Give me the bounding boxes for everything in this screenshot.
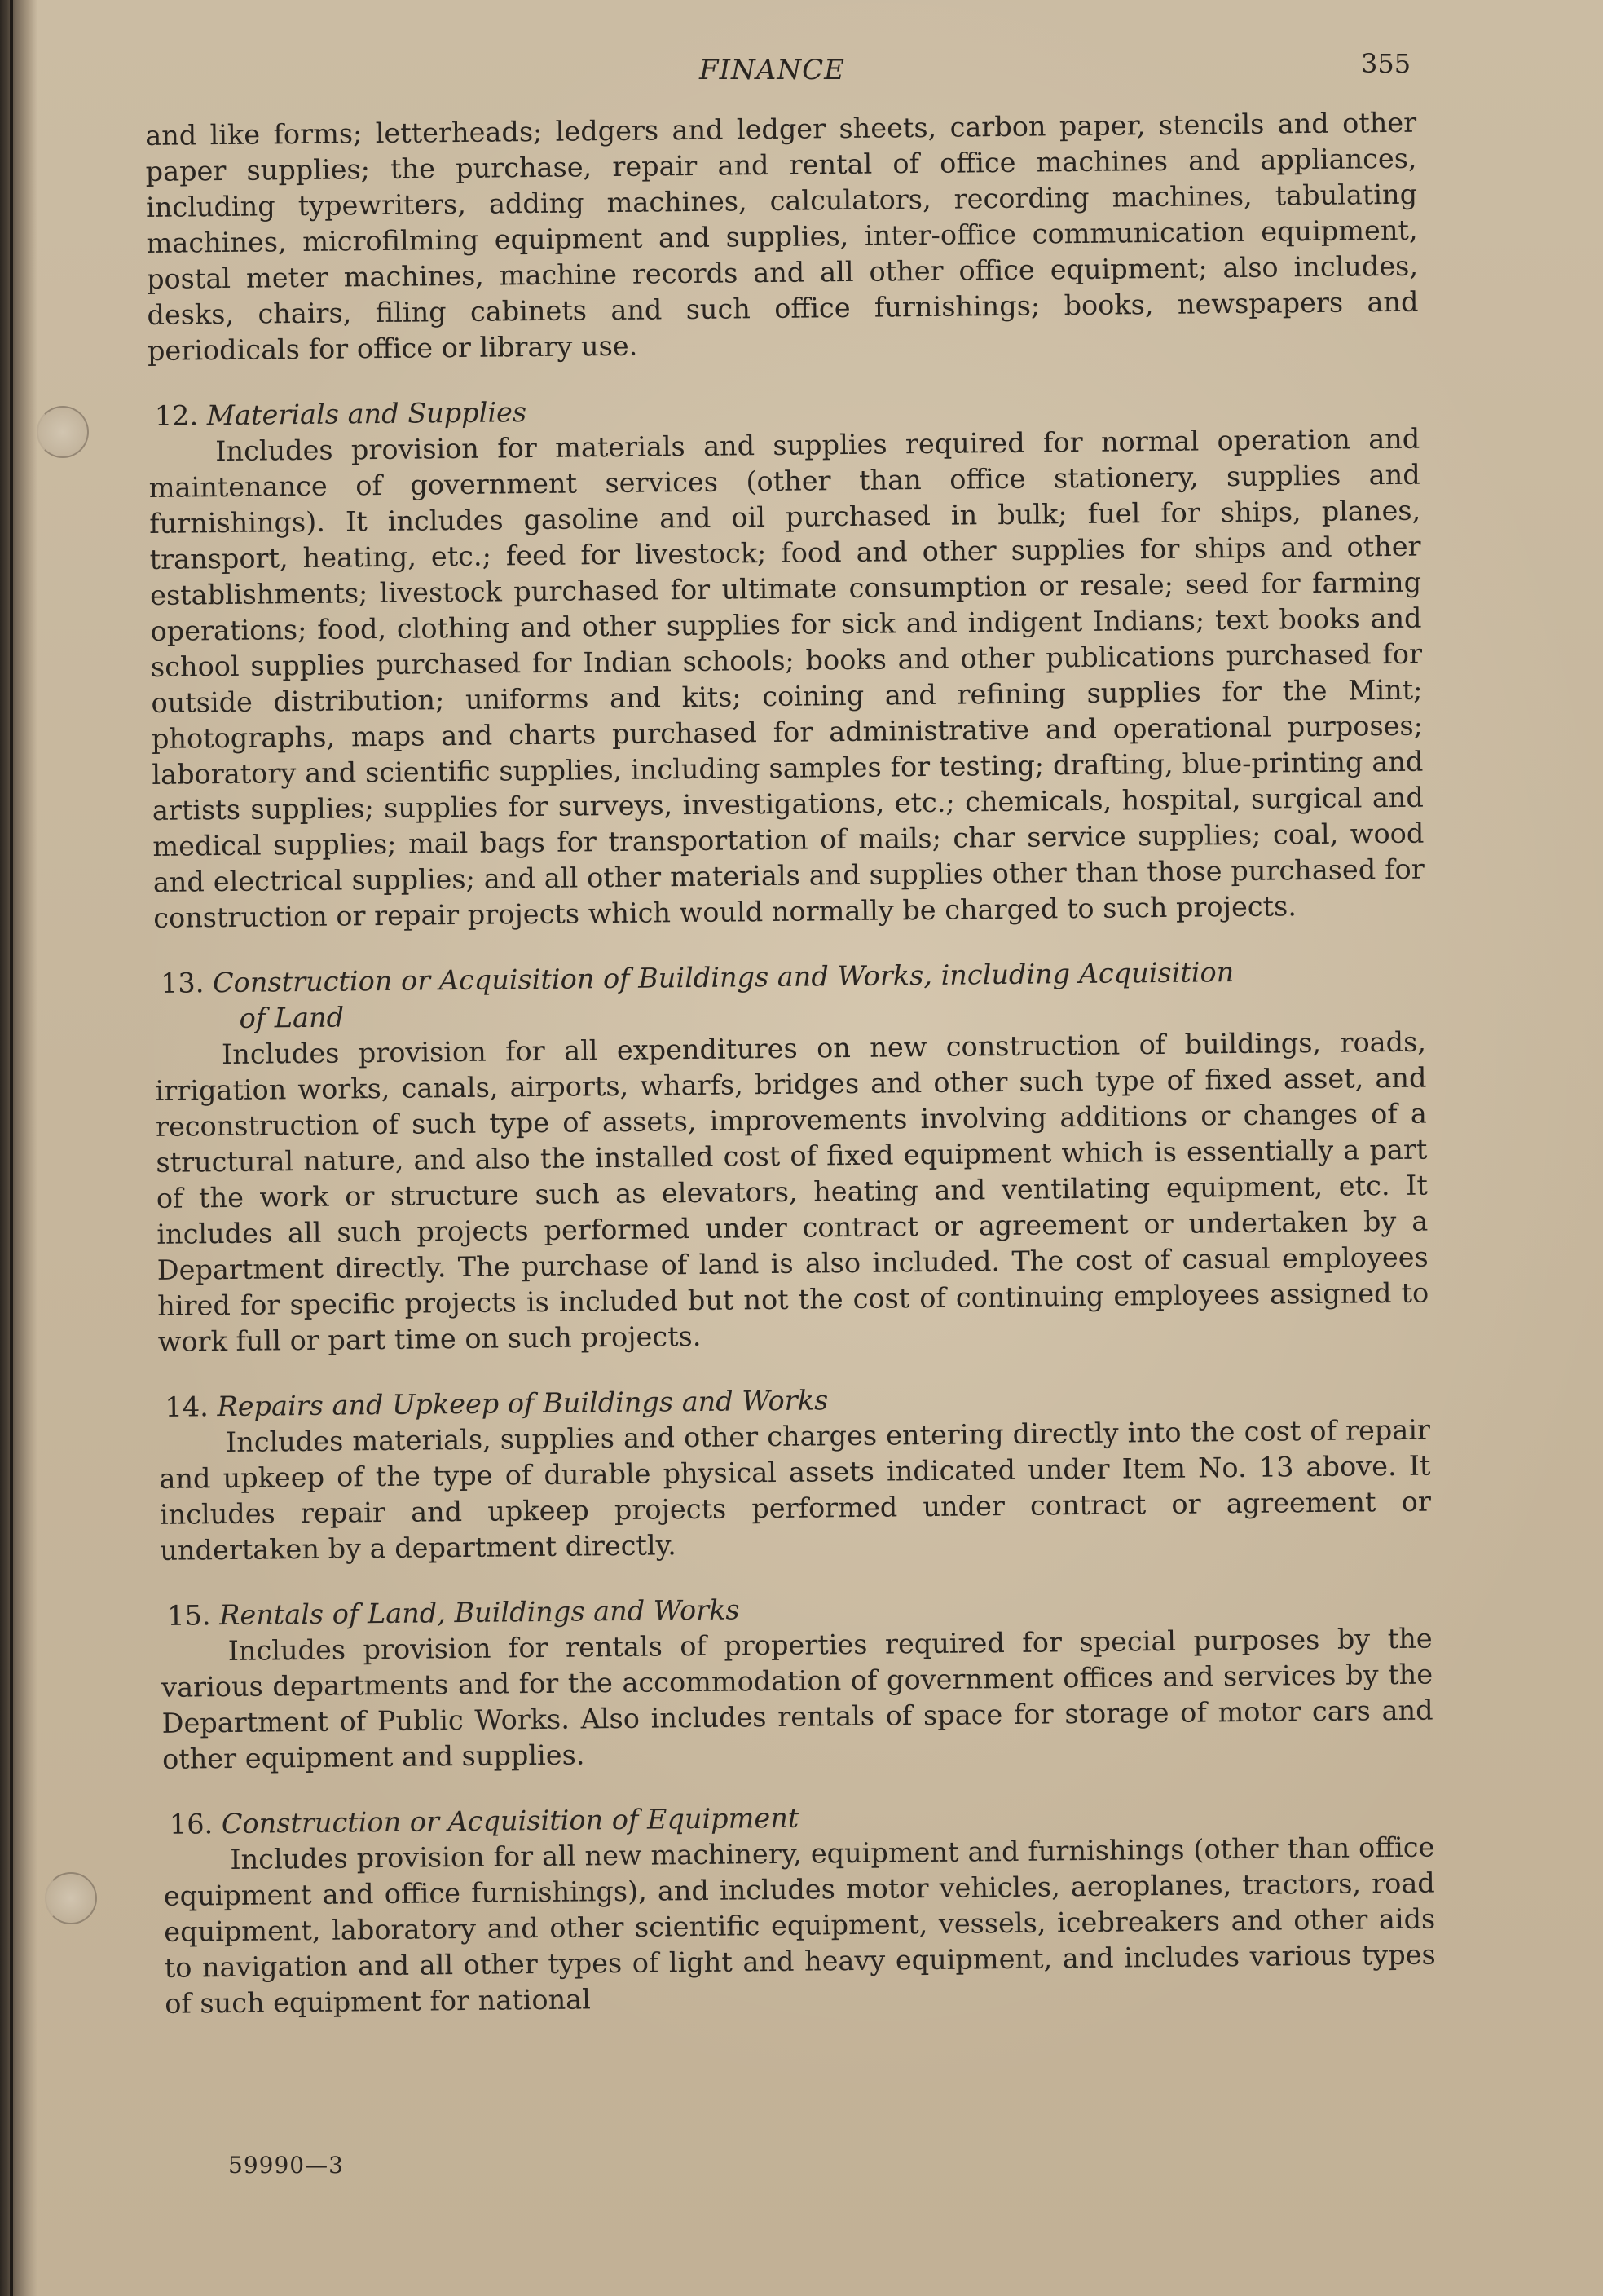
section-12 — [148, 386, 1425, 936]
page-number: 355 — [1361, 48, 1411, 79]
section-title: Rentals of Land, Buildings and Works — [218, 1593, 740, 1632]
binding-edge — [10, 0, 13, 2296]
punch-hole — [45, 1872, 97, 1924]
section-title: Materials and Supplies — [206, 396, 527, 432]
section-title-continuation: of Land — [239, 1001, 345, 1034]
page-body — [145, 105, 1436, 2022]
running-head: FINANCE — [699, 54, 845, 86]
section-body: Includes provision for materials and supplies required for normal operation and maintenance of government services (other than office stationery, supplies and furnishings). It includes gasoline and oil purchased in bulk; fuel for ships, planes, transport, heating, etc.; feed for livestock; food and other supplies for ships and other establishments; livestock purchased for ultimate consumption or resale; seed for farming operations; food, clothing and other supplies for sick and indigent Indians; text books and school supplies purchased for Indian schools; books and other publications purchased for outside distribution; uniforms and kits; coining and refining supplies for the Mint; photographs, maps and charts purchased for administrative and operational purposes; laboratory and scientific supplies, including samples for testing; drafting, blue-printing and artists supplies; supplies for surveys, investigations, etc.; chemicals, hospital, surgical and medical supplies; mail bags for transportation of mails; char service supplies; coal, wood and electrical supplies; and all other materials and supplies other than those purchased for construction or repair projects which would normally be charged to such projects. — [148, 422, 1425, 934]
section-body: Includes provision for all new machinery, equipment and furnishings (other than office equipment and office furnishings), and includes motor vehicles, aeroplanes, tractors, road equipment, laboratory and other scientific equipment, vessels, icebreakers and other aids to navigation and all other types of light and heavy equipment, and includes various types of such equipment for national — [163, 1831, 1436, 2020]
page-binding-shadow — [0, 0, 37, 2296]
signature-code: 59990—3 — [228, 2152, 344, 2179]
intro-paragraph: and like forms; letterheads; ledgers and ledger sheets, carbon paper, stencils and other paper supplies; the purchase, repair and rental of office machines and appliances, including typewriters, adding machines, calculators, recording machines, tabulating machines, microfilming equipment and supplies, inter-office communication equipment, postal meter machines, machine records and all other office equipment; also includes, desks, chairs, filing cabinets and such office furnishings; books, newspapers and periodicals for office or library use. — [145, 106, 1419, 367]
section-number: 15. — [167, 1599, 211, 1632]
section-13 — [154, 953, 1429, 1360]
section-15 — [161, 1585, 1433, 1778]
section-body: Includes materials, supplies and other charges entering directly into the cost of repair and upkeep of the type of durable physical assets indicated under Item No. 13 above. It includes repair and upkeep projects performed under contract or agreement or undertaken by a department directly. — [159, 1413, 1432, 1567]
section-number: 16. — [169, 1808, 214, 1840]
section-body: Includes provision for all expenditures on new construction of buildings, roads, irrigation works, canals, airports, wharfs, bridges and other such type of fixed asset, and reconstruction of such type of assets, improvements involving additions or changes of a structural nature, and also the installed cost of fixed equipment which is essentially a part of the work or structure such as elevators, heating and ventilating equipment, etc. It includes all such projects performed under contract or agreement or undertaken by a Department directly. The purchase of land is also included. The cost of casual employees hired for specific projects is included but not the cost of continuing employees assigned to work full or part time on such projects. — [155, 1025, 1429, 1358]
punch-hole — [37, 406, 89, 458]
section-title: Construction or Acquisition of Buildings and Works, including Acquisition — [212, 956, 1235, 999]
section-14 — [158, 1377, 1431, 1569]
section-heading — [154, 953, 1426, 1038]
section-number: 13. — [160, 967, 205, 999]
section-16 — [163, 1794, 1437, 2022]
section-number: 12. — [154, 399, 199, 432]
section-body: Includes provision for rentals of properties required for special purposes by the various departments and for the accommodation of government offices and services by the Department of Public Works. Also includes rentals of space for storage of motor cars and other equipment and supplies. — [161, 1622, 1433, 1775]
section-title: Repairs and Upkeep of Buildings and Works — [217, 1384, 829, 1423]
section-title: Construction or Acquisition of Equipment — [221, 1801, 799, 1840]
section-number: 14. — [165, 1390, 209, 1423]
